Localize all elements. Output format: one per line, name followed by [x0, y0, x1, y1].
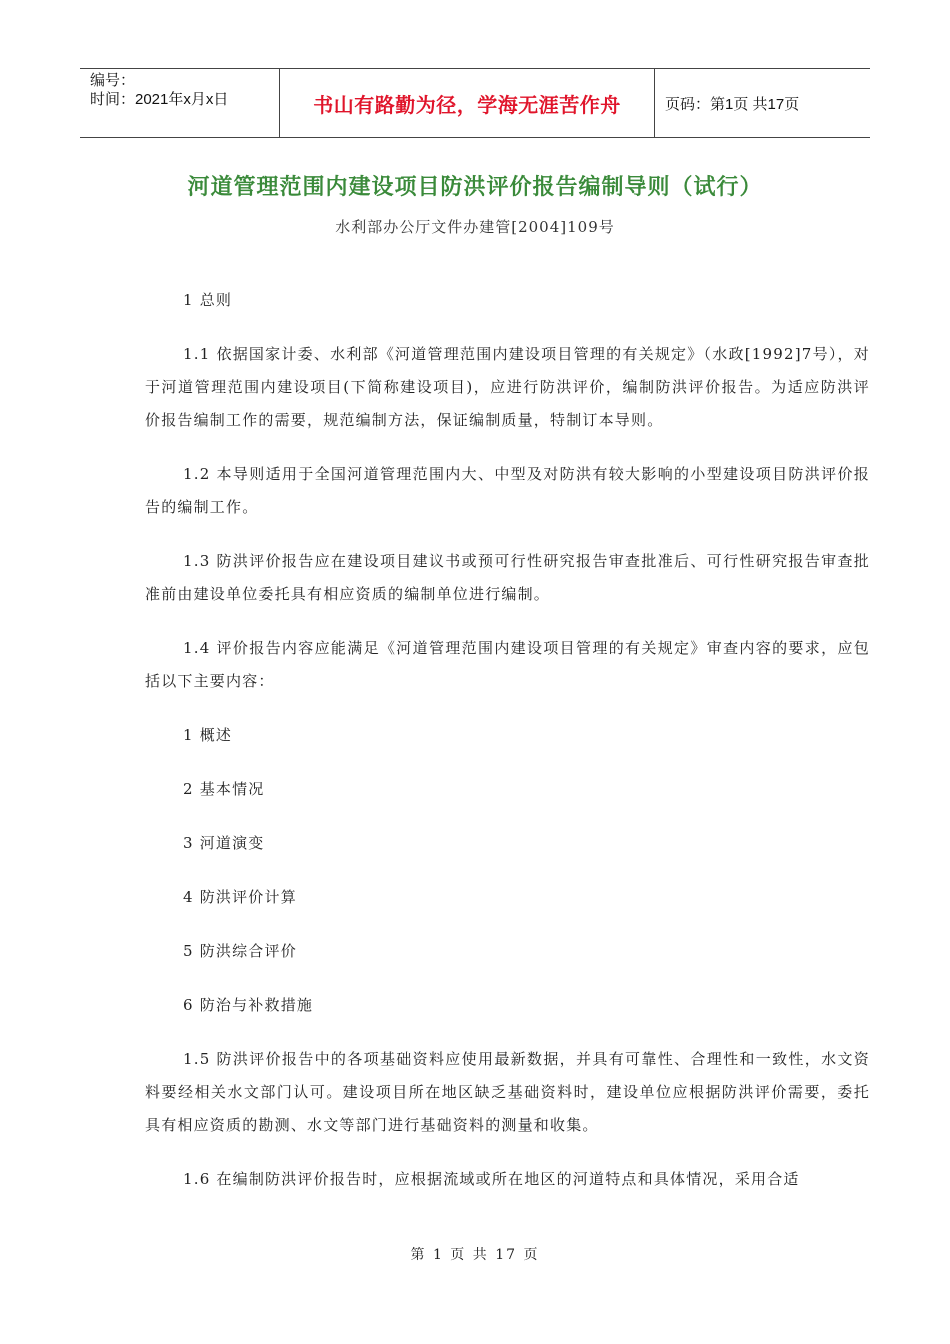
header-page-label: 页码：第1页 共17页	[665, 95, 800, 113]
time-label: 时间：2021年x月x日	[90, 91, 229, 108]
document-subtitle: 水利部办公厅文件办建管[2004]109号	[335, 218, 615, 236]
contents-item: 3 河道演变	[183, 834, 265, 852]
paragraph-1-4: 1.4 评价报告内容应能满足《河道管理范围内建设项目管理的有关规定》审查内容的要求，应包括以下主要内容：	[145, 639, 870, 690]
document-title: 河道管理范围内建设项目防洪评价报告编制导则（试行）	[187, 174, 763, 199]
contents-item: 4 防洪评价计算	[183, 888, 297, 906]
paragraph-1-2: 1.2 本导则适用于全国河道管理范围内大、中型及对防洪有较大影响的小型建设项目防洪评价报告的编制工作。	[145, 465, 870, 516]
header-meta	[80, 69, 280, 137]
paragraph-1-5: 1.5 防洪评价报告中的各项基础资料应使用最新数据，并具有可靠性、合理性和一致性，水文资料要经相关水文部门认可。建设项目所在地区缺乏基础资料时，建设单位应根据防洪评价需要，委托具有相应资质的勘测、水文等部门进行基础资料的测量和收集。	[145, 1050, 870, 1134]
page-footer: 第 1 页 共 17 页	[410, 1247, 540, 1263]
section-heading: 1 总则	[183, 291, 233, 309]
document-body	[145, 284, 870, 1217]
contents-item: 5 防洪综合评价	[183, 942, 297, 960]
paragraph-1-1: 1.1 依据国家计委、水利部《河道管理范围内建设项目管理的有关规定》（水政[1992]7号），对于河道管理范围内建设项目(下简称建设项目)，应进行防洪评价，编制防洪评价报告。为适应防洪评价报告编制工作的需要，规范编制方法，保证编制质量，特制订本导则。	[145, 345, 870, 429]
number-label: 编号：	[90, 72, 136, 89]
contents-item: 6 防治与补救措施	[183, 996, 314, 1014]
contents-item: 1 概述	[183, 726, 233, 744]
paragraph-1-3: 1.3 防洪评价报告应在建设项目建议书或预可行性研究报告审查批准后、可行性研究报告审查批准前由建设单位委托具有相应资质的编制单位进行编制。	[145, 552, 870, 603]
page-header	[80, 68, 870, 138]
header-motto: 书山有路勤为径，学海无涯苦作舟	[280, 69, 655, 137]
paragraph-1-6: 1.6 在编制防洪评价报告时，应根据流域或所在地区的河道特点和具体情况，采用合适	[183, 1170, 800, 1188]
contents-item: 2 基本情况	[183, 780, 265, 798]
